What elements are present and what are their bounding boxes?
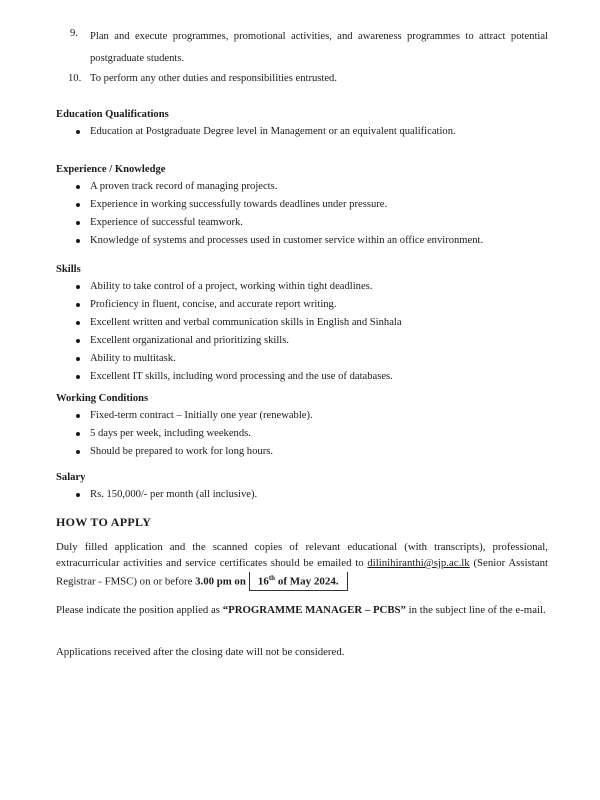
deadline-day: 16 (257, 575, 269, 588)
list-item: Excellent organizational and prioritizing skills. (56, 333, 556, 348)
list-item: Rs. 150,000/- per month (all inclusive). (56, 487, 556, 502)
email-link[interactable]: dilinihiranthi@sjp.ac.lk (367, 556, 470, 569)
skills-heading: Skills (56, 264, 81, 275)
education-heading: Education Qualifications (56, 109, 169, 120)
education-list (56, 124, 556, 139)
instructions-text: Please indicate the position applied as (56, 604, 223, 616)
duty-item (68, 71, 548, 86)
application-instructions (56, 540, 548, 591)
duty-number: 9. (70, 28, 78, 39)
duties-list (68, 26, 548, 89)
instructions-text: (Senior Assistant Registrar - FMSC) on or before (56, 556, 548, 588)
position-title: “PROGRAMME MANAGER – PCBS” (222, 604, 406, 616)
duty-text: Plan and execute programmes, promotional activities, and awareness programmes to attract potential postgraduate students. (90, 31, 548, 64)
experience-section (56, 162, 556, 251)
list-item: Should be prepared to work for long hours. (56, 444, 556, 459)
list-item: Knowledge of systems and processes used in customer service within an office environment. (56, 233, 556, 248)
list-item: Ability to take control of a project, working within tight deadlines. (56, 279, 556, 294)
list-item: 5 days per week, including weekends. (56, 426, 556, 441)
skills-section (56, 262, 556, 387)
skills-list (56, 279, 556, 384)
experience-heading: Experience / Knowledge (56, 164, 166, 175)
salary-heading: Salary (56, 472, 86, 483)
list-item: A proven track record of managing projects. (56, 179, 556, 194)
salary-section (56, 470, 556, 505)
list-item: Excellent written and verbal communication skills in English and Sinhala (56, 315, 556, 330)
duty-text: To perform any other duties and responsibilities entrusted. (90, 73, 337, 85)
duty-number: 10. (68, 73, 82, 85)
closing-note: Applications received after the closing date will not be considered. (56, 646, 345, 658)
instructions-text: Duly filled application and the scanned copies of relevant educational (with transcripts), professional, extracurricular activities and service certificates should be emailed to (56, 541, 548, 569)
experience-list (56, 179, 556, 248)
list-item: Experience of successful teamwork. (56, 215, 556, 230)
how-to-apply-heading: HOW TO APPLY (56, 515, 152, 529)
duty-item (68, 26, 548, 69)
deadline-date-box (249, 572, 348, 591)
list-item: Fixed-term contract – Initially one year (renewable). (56, 408, 556, 423)
position-instruction (56, 603, 548, 619)
deadline-time: 3.00 pm on (195, 575, 246, 588)
education-section (56, 107, 556, 142)
deadline-suffix: th (268, 573, 276, 582)
salary-list (56, 487, 556, 502)
list-item: Ability to multitask. (56, 351, 556, 366)
list-item: Excellent IT skills, including word processing and the use of databases. (56, 369, 556, 384)
list-item: Education at Postgraduate Degree level in Management or an equivalent qualification. (56, 124, 556, 139)
instructions-text: in the subject line of the e-mail. (405, 604, 546, 616)
working-conditions-section (56, 391, 556, 462)
deadline-rest: of May 2024. (275, 575, 339, 588)
list-item: Experience in working successfully towards deadlines under pressure. (56, 197, 556, 212)
list-item: Proficiency in fluent, concise, and accurate report writing. (56, 297, 556, 312)
working-conditions-list (56, 408, 556, 459)
working-conditions-heading: Working Conditions (56, 393, 149, 404)
